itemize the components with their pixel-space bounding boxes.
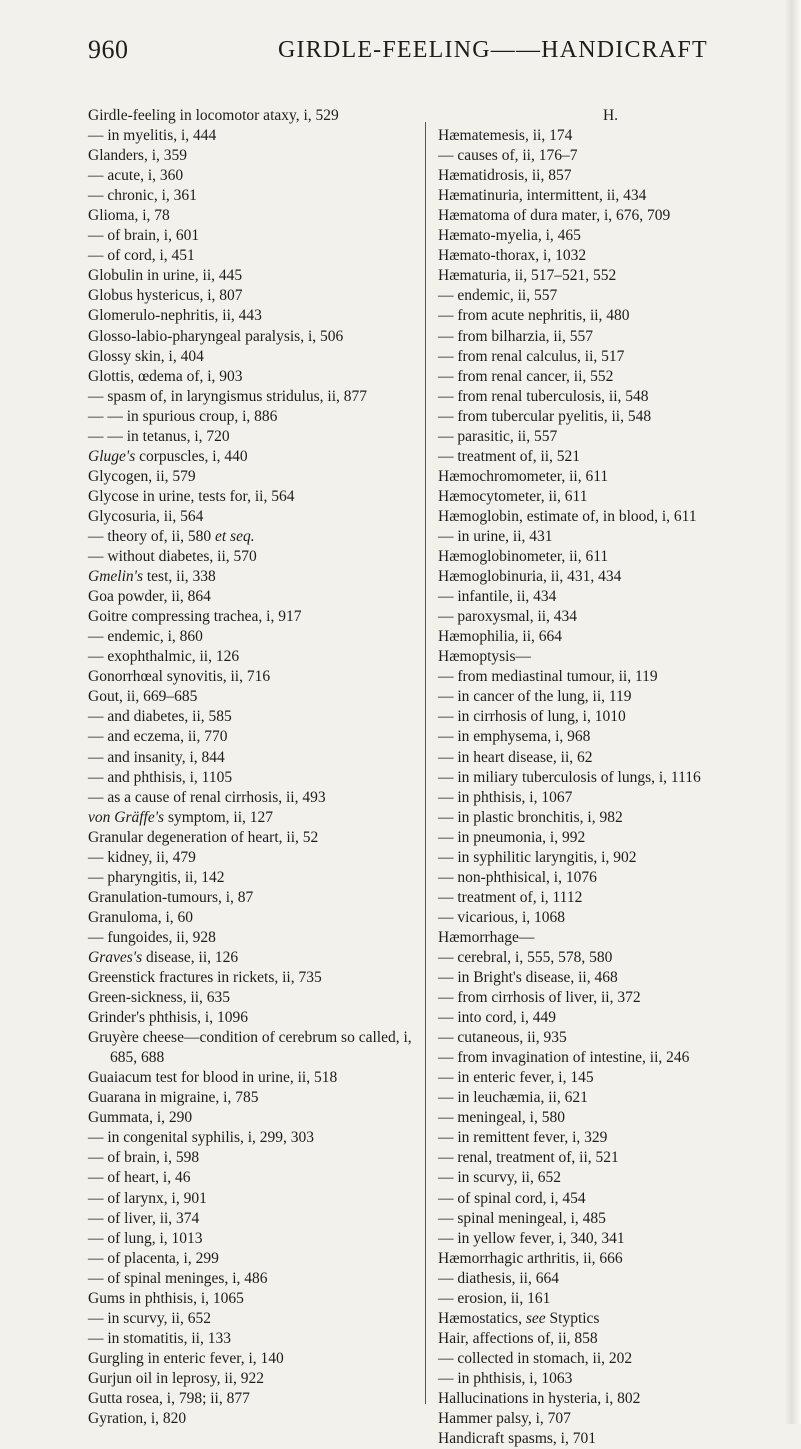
index-entry: — in stomatitis, ii, 133 bbox=[88, 1329, 231, 1347]
index-entry: — in cirrhosis of lung, i, 1010 bbox=[438, 708, 626, 726]
index-entry: Hæmatinuria, intermittent, ii, 434 bbox=[438, 187, 647, 205]
index-entry: — in scurvy, ii, 652 bbox=[438, 1169, 561, 1187]
index-entry: — of brain, i, 601 bbox=[88, 227, 200, 245]
index-entry: Hæmatemesis, ii, 174 bbox=[438, 127, 573, 145]
index-entry: — endemic, ii, 557 bbox=[438, 287, 558, 305]
index-entry: Hæmatidrosis, ii, 857 bbox=[438, 167, 572, 185]
column-divider bbox=[425, 122, 426, 1404]
index-entry: — in remittent fever, i, 329 bbox=[438, 1129, 608, 1147]
index-entry: Gluge's corpuscles, i, 440 bbox=[88, 447, 248, 465]
index-entry: — and diabetes, ii, 585 bbox=[88, 708, 232, 726]
index-entry: Hæmocytometer, ii, 611 bbox=[438, 487, 588, 505]
index-entry: — treatment of, i, 1112 bbox=[438, 888, 583, 906]
index-entry: Graves's disease, ii, 126 bbox=[88, 948, 239, 966]
index-entry: — in enteric fever, i, 145 bbox=[438, 1069, 594, 1087]
index-entry: — in plastic bronchitis, i, 982 bbox=[438, 808, 623, 826]
index-entry: — in myelitis, i, 444 bbox=[88, 127, 217, 145]
index-entry: — and insanity, i, 844 bbox=[88, 748, 225, 766]
index-entry: — in phthisis, i, 1063 bbox=[438, 1369, 573, 1387]
index-entry: — erosion, ii, 161 bbox=[438, 1289, 551, 1307]
index-entry: Gurgling in enteric fever, i, 140 bbox=[88, 1349, 284, 1367]
index-entry: — non-phthisical, i, 1076 bbox=[438, 868, 597, 886]
index-entry: Hæmochromometer, ii, 611 bbox=[438, 467, 609, 485]
index-entry: Hæmaturia, ii, 517–521, 552 bbox=[438, 267, 617, 285]
index-entry: — of lung, i, 1013 bbox=[88, 1229, 203, 1247]
index-entry: — from tubercular pyelitis, ii, 548 bbox=[438, 407, 652, 425]
index-entry: — in phthisis, i, 1067 bbox=[438, 788, 573, 806]
index-entry: — in miliary tuberculosis of lungs, i, 1116 bbox=[438, 768, 701, 786]
index-entry: Hæmato-thorax, i, 1032 bbox=[438, 247, 587, 265]
index-entry: — from bilharzia, ii, 557 bbox=[438, 327, 593, 345]
index-entry: Globulin in urine, ii, 445 bbox=[88, 267, 243, 285]
index-entry: — vicarious, i, 1068 bbox=[438, 908, 565, 926]
index-entry: — of placenta, i, 299 bbox=[88, 1249, 219, 1267]
index-entry: Glycogen, ii, 579 bbox=[88, 467, 196, 485]
index-entry: — fungoides, ii, 928 bbox=[88, 928, 216, 946]
index-entry: Granuloma, i, 60 bbox=[88, 908, 194, 926]
index-entry: — in congenital syphilis, i, 299, 303 bbox=[88, 1129, 315, 1147]
index-entry: — kidney, ii, 479 bbox=[88, 848, 196, 866]
index-entry: — parasitic, ii, 557 bbox=[438, 427, 558, 445]
index-entry: — in emphysema, i, 968 bbox=[438, 728, 591, 746]
index-entry: — pharyngitis, ii, 142 bbox=[88, 868, 225, 886]
index-entry: — from renal tuberculosis, ii, 548 bbox=[438, 387, 649, 405]
index-entry: — paroxysmal, ii, 434 bbox=[438, 608, 578, 626]
page-number: 960 bbox=[88, 35, 129, 64]
index-entry: — collected in stomach, ii, 202 bbox=[438, 1349, 633, 1367]
index-entry: Gurjun oil in leprosy, ii, 922 bbox=[88, 1369, 264, 1387]
index-entry: Guaiacum test for blood in urine, ii, 518 bbox=[88, 1069, 338, 1087]
index-entry: Hæmato-myelia, i, 465 bbox=[438, 227, 581, 245]
index-entry: Glycosuria, ii, 564 bbox=[88, 507, 204, 525]
index-entry: Goitre compressing trachea, i, 917 bbox=[88, 608, 302, 626]
index-entry: — — in spurious croup, i, 886 bbox=[88, 407, 278, 425]
running-head: GIRDLE-FEELING——HANDICRAFT bbox=[278, 37, 708, 63]
index-entry: Green-sickness, ii, 635 bbox=[88, 989, 231, 1007]
index-entry: — from renal cancer, ii, 552 bbox=[438, 367, 614, 385]
index-entry: — cutaneous, ii, 935 bbox=[438, 1029, 567, 1047]
index-entry: Gutta rosea, i, 798; ii, 877 bbox=[88, 1390, 250, 1407]
index-entry: Goa powder, ii, 864 bbox=[88, 588, 211, 606]
index-entry: — of spinal cord, i, 454 bbox=[438, 1189, 586, 1207]
index-entry: — in pneumonia, i, 992 bbox=[438, 828, 586, 846]
index-entry: — in yellow fever, i, 340, 341 bbox=[438, 1229, 625, 1247]
index-entry: Handicraft spasms, i, 701 bbox=[438, 1430, 596, 1448]
index-entry: Girdle-feeling in locomotor ataxy, i, 529 bbox=[88, 107, 339, 124]
index-entry: — of spinal meninges, i, 486 bbox=[88, 1269, 268, 1287]
index-entry: — spasm of, in laryngismus stridulus, ii, 877 bbox=[88, 387, 367, 405]
index-entry: — in heart disease, ii, 62 bbox=[438, 748, 593, 766]
index-entry: — — in tetanus, i, 720 bbox=[88, 427, 230, 445]
index-entry: Gmelin's test, ii, 338 bbox=[88, 568, 216, 586]
page-edge bbox=[785, 0, 801, 1424]
index-entry: Guarana in migraine, i, 785 bbox=[88, 1089, 259, 1107]
index-entry: Granulation-tumours, i, 87 bbox=[88, 888, 254, 906]
index-entry: — infantile, ii, 434 bbox=[438, 588, 557, 606]
index-entry: Glanders, i, 359 bbox=[88, 147, 188, 165]
index-entry: — acute, i, 360 bbox=[88, 167, 184, 185]
index-entry: — spinal meningeal, i, 485 bbox=[438, 1209, 606, 1227]
index-entry: Hæmoglobinuria, ii, 431, 434 bbox=[438, 568, 622, 586]
index-entry: — treatment of, ii, 521 bbox=[438, 447, 581, 465]
index-column-right bbox=[438, 106, 783, 1449]
index-entry: Gruyère cheese—condition of cerebrum so called, i, 685, 688 bbox=[88, 1029, 412, 1067]
index-entry: Glossy skin, i, 404 bbox=[88, 347, 204, 365]
index-entry: Grinder's phthisis, i, 1096 bbox=[88, 1009, 248, 1027]
index-entry: Gyration, i, 820 bbox=[88, 1410, 187, 1428]
index-entry: — without diabetes, ii, 570 bbox=[88, 548, 257, 566]
index-entry: — of brain, i, 598 bbox=[88, 1149, 200, 1167]
index-entry: — endemic, i, 860 bbox=[88, 628, 203, 646]
index-entry: Glottis, œdema of, i, 903 bbox=[88, 367, 243, 385]
index-entry: — exophthalmic, ii, 126 bbox=[88, 648, 240, 666]
index-entry: — of cord, i, 451 bbox=[88, 247, 195, 265]
index-entry: Hæmoptysis— bbox=[438, 648, 532, 666]
index-entry: Gout, ii, 669–685 bbox=[88, 688, 198, 706]
index-entry: — in Bright's disease, ii, 468 bbox=[438, 969, 618, 987]
index-entry: — from renal calculus, ii, 517 bbox=[438, 347, 625, 365]
index-entry: — from invagination of intestine, ii, 246 bbox=[438, 1049, 690, 1067]
index-entry: Gonorrhœal synovitis, ii, 716 bbox=[88, 668, 271, 686]
index-entry: Glomerulo-nephritis, ii, 443 bbox=[88, 307, 262, 325]
index-entry: Hair, affections of, ii, 858 bbox=[438, 1329, 598, 1347]
index-entry: — and phthisis, i, 1105 bbox=[88, 768, 233, 786]
index-entry: Glioma, i, 78 bbox=[88, 207, 170, 225]
index-entry: — from cirrhosis of liver, ii, 372 bbox=[438, 989, 641, 1007]
index-entry: Hæmoglobinometer, ii, 611 bbox=[438, 548, 609, 566]
index-entry: — as a cause of renal cirrhosis, ii, 493 bbox=[88, 788, 326, 806]
index-entry: Hæmoglobin, estimate of, in blood, i, 611 bbox=[438, 507, 697, 525]
index-entry: Hæmostatics, see Styptics bbox=[438, 1309, 600, 1327]
index-entry: Greenstick fractures in rickets, ii, 735 bbox=[88, 969, 322, 987]
index-entry: — in syphilitic laryngitis, i, 902 bbox=[438, 848, 637, 866]
index-entry: — meningeal, i, 580 bbox=[438, 1109, 565, 1127]
index-entry: Glosso-labio-pharyngeal paralysis, i, 506 bbox=[88, 327, 344, 345]
index-entry: — cerebral, i, 555, 578, 580 bbox=[438, 948, 613, 966]
index-entry: Gummata, i, 290 bbox=[88, 1109, 193, 1127]
index-entry: — causes of, ii, 176–7 bbox=[438, 147, 578, 165]
section-letter: H. bbox=[602, 107, 619, 124]
index-entry: — of larynx, i, 901 bbox=[88, 1189, 207, 1207]
index-entry: Hæmorrhage— bbox=[438, 928, 535, 946]
index-entry: Hammer palsy, i, 707 bbox=[438, 1410, 571, 1428]
index-entry: Hæmorrhagic arthritis, ii, 666 bbox=[438, 1249, 623, 1267]
index-entry: — in leuchæmia, ii, 621 bbox=[438, 1089, 588, 1107]
index-entry: Glycose in urine, tests for, ii, 564 bbox=[88, 487, 295, 505]
index-entry: — of heart, i, 46 bbox=[88, 1169, 191, 1187]
index-entry: Hæmatoma of dura mater, i, 676, 709 bbox=[438, 207, 671, 225]
index-entry: — from mediastinal tumour, ii, 119 bbox=[438, 668, 658, 686]
index-entry: — of liver, ii, 374 bbox=[88, 1209, 200, 1227]
index-entry: — theory of, ii, 580 et seq. bbox=[88, 527, 255, 545]
index-entry: Globus hystericus, i, 807 bbox=[88, 287, 243, 305]
index-entry: Gums in phthisis, i, 1065 bbox=[88, 1289, 244, 1307]
index-entry: — in urine, ii, 431 bbox=[438, 527, 553, 545]
index-entry: — diathesis, ii, 664 bbox=[438, 1269, 559, 1287]
index-entry: — and eczema, ii, 770 bbox=[88, 728, 228, 746]
index-entry: Hæmophilia, ii, 664 bbox=[438, 628, 562, 646]
index-column-left bbox=[88, 106, 418, 1429]
index-entry: Granular degeneration of heart, ii, 52 bbox=[88, 828, 319, 846]
index-entry: — from acute nephritis, ii, 480 bbox=[438, 307, 630, 325]
index-entry: — into cord, i, 449 bbox=[438, 1009, 556, 1027]
index-entry: — chronic, i, 361 bbox=[88, 187, 197, 205]
index-entry: — renal, treatment of, ii, 521 bbox=[438, 1149, 619, 1167]
index-entry: — in cancer of the lung, ii, 119 bbox=[438, 688, 632, 706]
index-entry: von Gräffe's symptom, ii, 127 bbox=[88, 808, 274, 826]
page-header bbox=[88, 33, 768, 69]
index-entry: Hallucinations in hysteria, i, 802 bbox=[438, 1390, 641, 1407]
index-entry: — in scurvy, ii, 652 bbox=[88, 1309, 211, 1327]
